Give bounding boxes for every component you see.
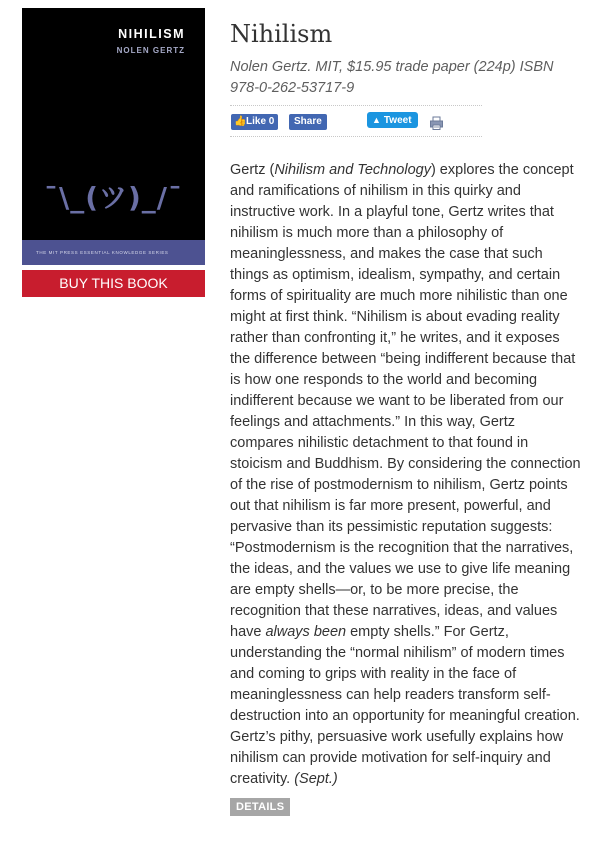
details-button[interactable]: DETAILS (230, 798, 290, 816)
tweet-button[interactable] (367, 112, 418, 128)
publication-season: (Sept.) (294, 771, 338, 787)
cover-shrug-art: ¯\_(ツ)_/¯ (43, 181, 184, 214)
left-column (22, 8, 205, 297)
review-column (230, 18, 582, 816)
cover-title: NIHILISM (118, 27, 185, 41)
book-title: Nihilism (230, 20, 333, 48)
social-bar (230, 106, 482, 136)
cover-author: NOLEN GERTZ (116, 46, 185, 55)
book-cover[interactable] (22, 8, 205, 265)
buy-this-book-button[interactable]: BUY THIS BOOK (22, 270, 205, 297)
divider (230, 136, 482, 137)
print-icon[interactable] (430, 116, 443, 130)
facebook-like-button[interactable] (231, 114, 278, 130)
like-label: Like 0 (246, 116, 275, 127)
tweet-label: Tweet (383, 115, 412, 126)
book-byline: Nolen Gertz. MIT, $15.95 trade paper (224p) ISBN 978-0-262-53717-9 (230, 59, 554, 96)
review-text: Gertz (Nihilism and Technology) explores the concept and ramifications of nihilism in this quirky and instructive work. In a playful tone, Gertz writes that nihilism is much more than a philosophy of meaninglessness, and makes the case that such things as optimism, idealism, sympathy, and certain forms of spirituality are much more nihilistic than one might at first think. “Nihilism is about evading reality rather than confronting it,” he writes, and it exposes the difference between “being indifferent because that is how one responds to the world and becoming indifferent because we want to be liberated from our feelings and attachments.” In this way, Gertz compares nihilistic detachment to that found in stoicism and Buddhism. By considering the connection of the rise of postmodernism to nihilism, Gertz points out that nihilism is far more present, powerful, and pervasive than its pessimistic reputation suggests: “Postmodernism is the recognition that the narratives, the ideas, and the values we use to give life meaning are empty shells—or, to be more precise, the recognition that these narratives, ideas, and values have always been empty shells.” For Gertz, understanding the “normal nihilism” of modern times and coming to grips with reality in the face of meaninglessness can help readers transform self-destruction into an opportunity for meaningful creation. Gertz’s pithy, persuasive work usefully explains how nihilism can provide motivation for self-inquiry and creativity. (Sept.) (230, 162, 581, 787)
related-book-title: Nihilism and Technology (274, 162, 431, 178)
thumbs-up-icon: 👍 (234, 116, 247, 127)
emphasis-always-been: always been (265, 624, 347, 640)
cover-series-band: THE MIT PRESS ESSENTIAL KNOWLEDGE SERIES (22, 240, 205, 265)
twitter-bird-icon: ▲ (372, 115, 381, 125)
facebook-share-button[interactable]: Share (289, 114, 327, 130)
